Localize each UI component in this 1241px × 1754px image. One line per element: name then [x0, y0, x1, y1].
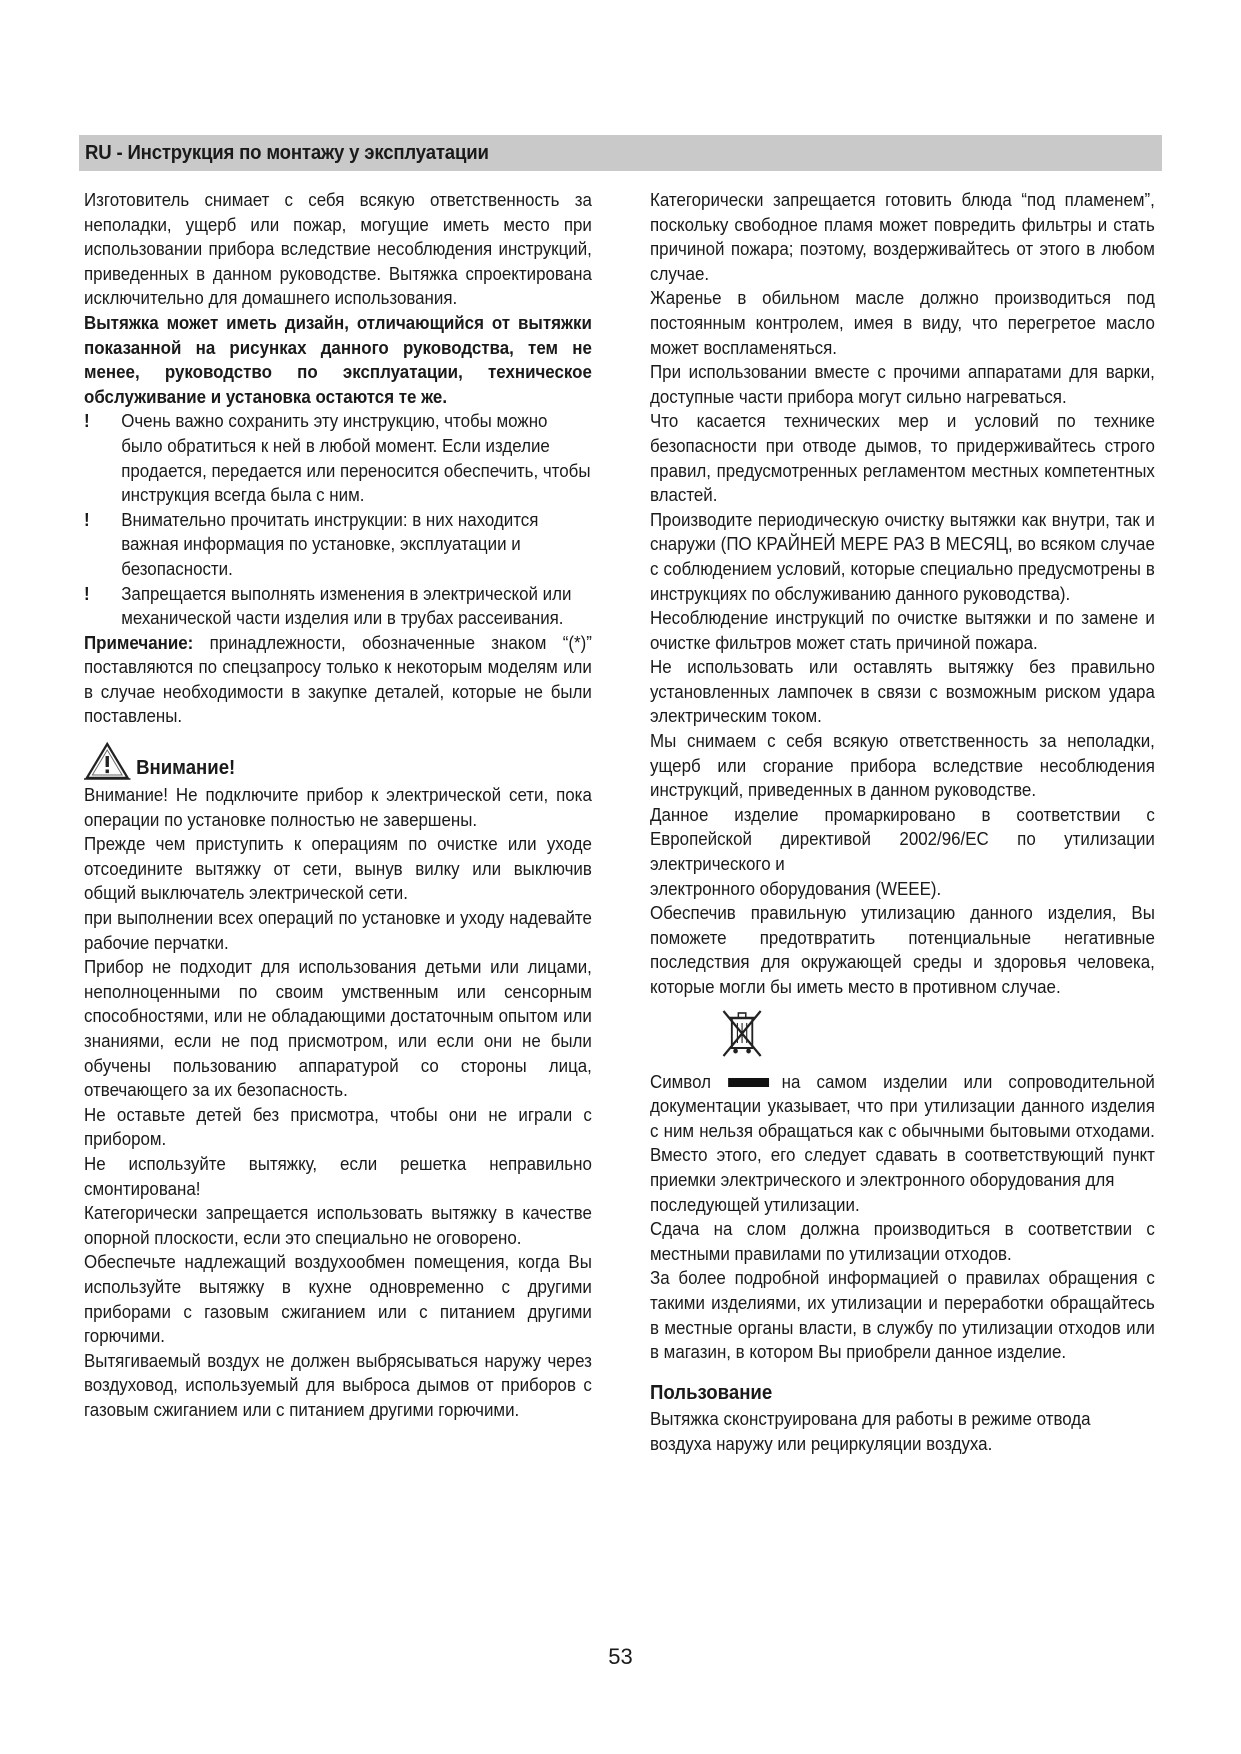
paragraph: Не используйте вытяжку, если решетка неправильно смонтирована!: [84, 1153, 592, 1199]
paragraph: Жаренье в обильном масле должно производиться под постоянным контролем, имея в виду, что перегретое масло может воспламеняться.: [650, 288, 1155, 358]
paragraph: Сдача на слом должна производиться в соответствии с местными правилами по утилизации отходов.: [650, 1219, 1155, 1264]
paragraph: Не использовать или оставлять вытяжку без правильно установленных лампочек в связи с возможным риском удара электрическим током.: [650, 657, 1155, 727]
paragraph: Обеспечьте надлежащий воздухообмен помещения, когда Вы используйте вытяжку в кухне одновременно с другими приборами с газовым сжиганием или с питанием другими горючими.: [84, 1252, 592, 1347]
left-column: [84, 188, 592, 1423]
symbol-paragraph: [650, 1070, 1155, 1193]
paragraph: Прибор не подходит для использования детьми или лицами, неполноценными по своим умственным или сенсорным способностями, или не обладающими достаточным опытом или знаниями, если не под присмотром, или если они не были обучены пользованию аппаратурой со стороны лица, отвечающего за их безопасность.: [84, 957, 592, 1101]
paragraph: Обеспечив правильную утилизацию данного изделия, Вы поможете предотвратить потенциальные негативные последствия для окружающей среды и здоровья человека, которые могли бы иметь место в противном случае.: [650, 903, 1155, 997]
paragraph: Мы снимаем с себя всякую ответственность за неполадки, ущерб или сгорание прибора вследствие несоблюдения инструкций, приведенных в данном руководстве.: [650, 731, 1155, 801]
exclamation-bullet: !: [84, 411, 90, 432]
paragraph: Категорически запрещается готовить блюда “под пламенем”, поскольку свободное пламя может повредить фильтры и стать причиной пожара; поэтому, воздерживайтесь от этого в любом случае.: [650, 190, 1155, 284]
exclamation-bullet: !: [84, 509, 90, 530]
list-item-text: Внимательно прочитать инструкции: в них находится важная информация по установке, эксплуатации и безопасности.: [121, 509, 539, 579]
paragraph: Категорически запрещается использовать вытяжку в качестве опорной плоскости, если это специально не оговорено.: [84, 1203, 592, 1248]
paragraph: последующей утилизации.: [650, 1194, 860, 1215]
paragraph: Данное изделие промаркировано в соответствии с Европейской директивой 2002/96/EC по утилизации электрического и: [650, 804, 1155, 875]
list-item: [84, 409, 592, 507]
warning-title: Внимание!: [136, 757, 236, 780]
paragraph: При использовании вместе с прочими аппаратами для варки, доступные части прибора могут сильно нагреваться.: [650, 362, 1155, 407]
paragraph: Прежде чем приступить к операциям по очистке или уходе отсоедините вытяжку от сети, вынув вилку или выключив общий выключатель электрической сети.: [84, 834, 592, 904]
list-item-text: Очень важно сохранить эту инструкцию, чтобы можно было обратиться к ней в любой момент. Если изделие продается, передается или переносится обеспечить, чтобы инструкция всегда была с ним.: [121, 411, 591, 506]
usage-heading: Пользование: [650, 1381, 773, 1404]
weee-black-bar: [728, 1078, 769, 1087]
paragraph: Вытягиваемый воздух не должен выбрясываться наружу через воздуховод, используемый для выброса дымов от приборов с газовым сжиганием или с питанием другими горючими.: [84, 1350, 592, 1420]
paragraph: Внимание! Не подключите прибор к электрической сети, пока операции по установке полностью не завершены.: [84, 785, 592, 830]
list-item: [84, 508, 592, 582]
exclamation-bullet: !: [84, 583, 90, 604]
list-item-text: Запрещается выполнять изменения в электрической или механической части изделия или в трубах рассеивания.: [121, 583, 572, 629]
intro-paragraph: Изготовитель снимает с себя всякую ответственность за неполадки, ущерб или пожар, могущие иметь место при использовании прибора вследствие несоблюдения инструкций, приведенных в данном руководстве. Вытяжка спроектирована исключительно для домашнего использования.: [84, 190, 592, 309]
note-label: Примечание:: [84, 632, 194, 653]
weee-symbol-area: [650, 1008, 1155, 1070]
warning-heading: [84, 741, 592, 781]
section-header-bar: [79, 135, 1162, 171]
paragraph: Несоблюдение инструкций по очистке вытяжки и по замене и очистке фильтров может стать причиной пожара.: [650, 608, 1155, 653]
paragraph: Не оставьте детей без присмотра, чтобы они не играли с прибором.: [84, 1104, 592, 1150]
section-title: RU - Инструкция по монтажу у эксплуатации: [85, 142, 489, 164]
symbol-text: на самом изделии или сопроводительной документации указывает, что при утилизации данного изделия с ним нельзя обращаться как с обычными бытовыми отходами. Вместо этого, его следует сдавать в соответствующий пункт приемки электрического и электронного оборудования для: [650, 1071, 1155, 1190]
usage-paragraph: Вытяжка сконструирована для работы в режиме отвода воздуха наружу или рециркуляции воздуха.: [650, 1409, 1091, 1454]
note-paragraph: [84, 631, 592, 729]
design-note: Вытяжка может иметь дизайн, отличающийся от вытяжки показанной на рисунках данного руководства, тем не менее, руководство по эксплуатации, техническое обслуживание и установка остаются те же.: [84, 312, 592, 407]
page-number: 53: [608, 1644, 633, 1669]
paragraph: при выполнении всех операций по установке и уходу надевайте рабочие перчатки.: [84, 908, 592, 953]
note-text: принадлежности, обозначенные знаком “(*)” поставляются по спецзапросу только к некоторым моделям или в случае необходимости в закупке деталей, которые не были поставлены.: [84, 632, 592, 727]
symbol-word: Символ: [650, 1071, 712, 1092]
crossed-bin-icon: [721, 1008, 764, 1068]
paragraph: За более подробной информацией о правилах обращения с такими изделиями, их утилизации и переработки обращайтесь в местные органы власти, в службу по утилизации отходов или в магазин, в котором Вы приобрели данное изделие.: [650, 1268, 1155, 1363]
list-item: [84, 582, 592, 631]
right-column: [650, 188, 1155, 1457]
warning-triangle-icon: [84, 741, 131, 781]
paragraph: Производите периодическую очистку вытяжки как внутри, так и снаружи (ПО КРАЙНЕЙ МЕРЕ РАЗ В МЕСЯЦ, во всяком случае с соблюдением условий, которые специально предусмотрены в инструкциях по обслуживанию данного руководства).: [650, 509, 1155, 604]
paragraph: электронного оборудования (WEEE).: [650, 878, 942, 899]
paragraph: Что касается технических мер и условий по технике безопасности при отводе дымов, то придерживайтесь строго правил, предусмотренных регламентом местных компетентных властей.: [650, 411, 1155, 506]
